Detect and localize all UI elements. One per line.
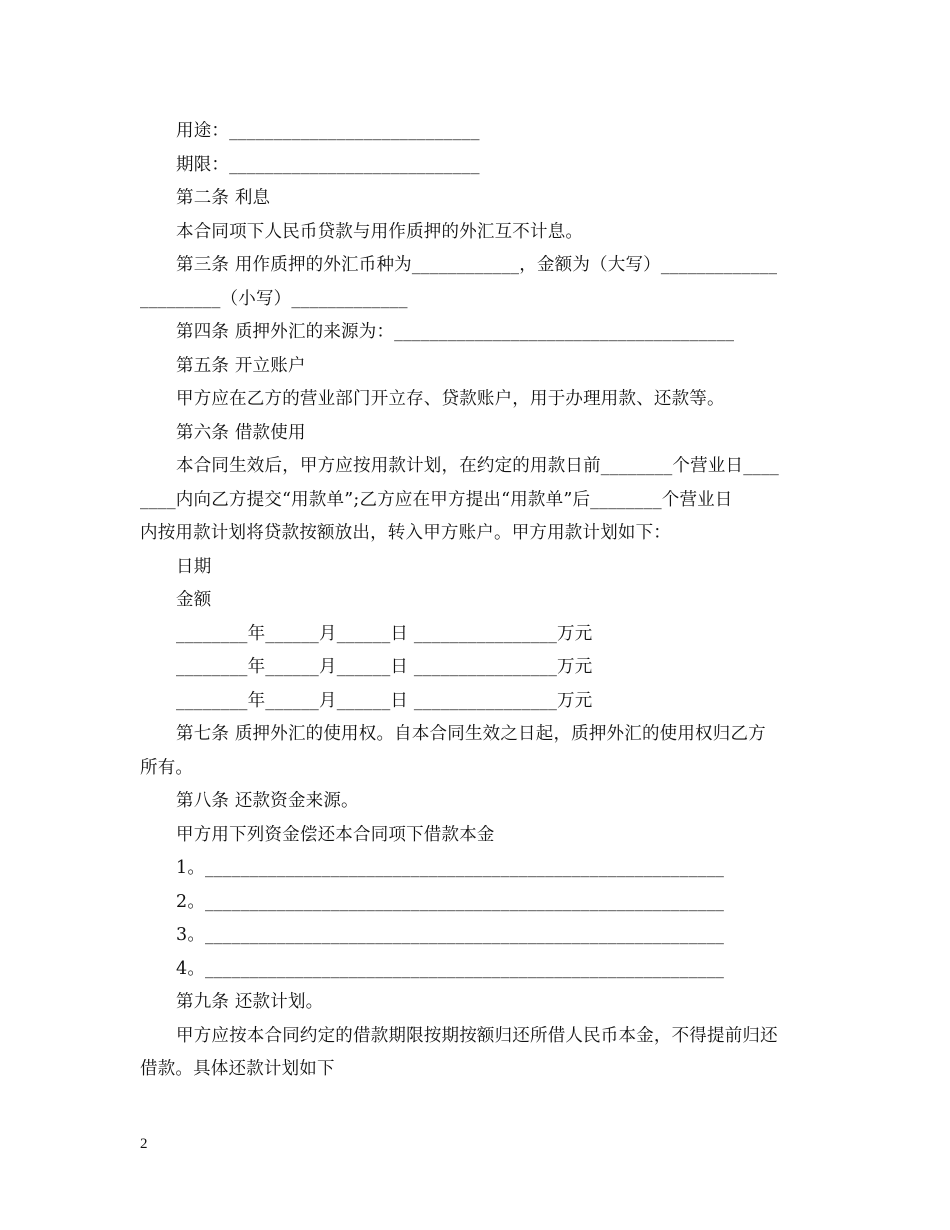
document-line: 第三条 用作质押的外汇币种为____________，金额为（大写）_____________	[176, 255, 778, 275]
document-line: 用途：____________________________	[176, 121, 480, 141]
document-line: 2。__________________________________________________________	[176, 891, 725, 912]
document-body	[140, 115, 812, 1087]
document-line: 所有。	[140, 757, 194, 778]
document-line: 借款。具体还款计划如下	[140, 1059, 335, 1079]
document-line: _________（小写）_____________	[140, 288, 408, 309]
document-line: 内按用款计划将贷款按额放出，转入甲方账户。甲方用款计划如下：	[140, 523, 671, 543]
document-line: 第七条 质押外汇的使用权。自本合同生效之日起，质押外汇的使用权归乙方	[176, 724, 766, 744]
document-line: 第八条 还款资金来源。	[176, 791, 359, 811]
document-line: 甲方用下列资金偿还本合同项下借款本金	[176, 824, 495, 845]
document-line: ________年______月______日 ________________万元	[176, 657, 593, 677]
document-line: 期限：____________________________	[176, 154, 480, 175]
document-line: 甲方应在乙方的营业部门开立存、贷款账户，用于办理用款、还款等。	[176, 389, 725, 409]
document-line: ________年______月______日 ________________万元	[176, 623, 593, 644]
document-line: ________年______月______日 ________________万元	[176, 690, 593, 711]
page-number: 2	[140, 1136, 148, 1152]
document-line: 第九条 还款计划。	[176, 992, 324, 1012]
document-line: 1。__________________________________________________________	[176, 858, 725, 878]
document-line: 本合同生效后，甲方应按用款计划，在约定的用款日前________个营业日____	[176, 456, 779, 476]
document-line: 日期	[176, 556, 212, 577]
document-line: ____内向乙方提交“用款单”;乙方应在甲方提出“用款单”后________个营业日	[140, 489, 733, 510]
document-line: 4。__________________________________________________________	[176, 958, 725, 979]
document-line: 第二条 利息	[176, 188, 271, 208]
document-line: 本合同项下人民币贷款与用作质押的外汇互不计息。	[176, 221, 584, 242]
document-line: 第六条 借款使用	[176, 422, 306, 443]
document-line: 甲方应按本合同约定的借款期限按期按额归还所借人民币本金，不得提前归还	[176, 1025, 778, 1046]
document-line: 金额	[176, 590, 212, 610]
document-line: 第五条 开立账户	[176, 355, 306, 376]
document-line: 第四条 质押外汇的来源为：______________________________________	[176, 322, 735, 342]
document-line: 3。__________________________________________________________	[176, 925, 725, 945]
